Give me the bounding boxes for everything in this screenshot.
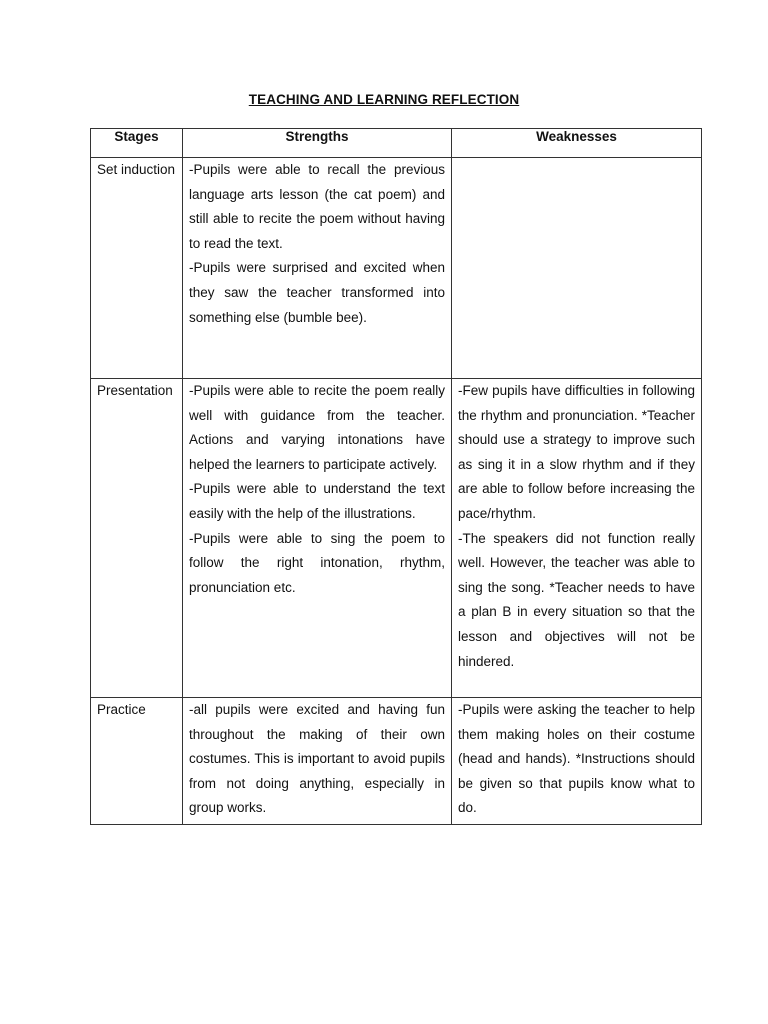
table-row-presentation [91,379,702,698]
table-row-set-induction [91,158,702,379]
weakness-paragraph: -The speakers did not function really well. However, the teacher was able to sing the song. *Teacher needs to have a plan B in every situation so that the lesson and objectives will not be hindered. [458,530,695,669]
strength-paragraph: -Pupils were able to recite the poem really well with guidance from the teacher. Actions and varying intonations have helped the learners to participate actively. [189,383,445,472]
strengths-cell [183,158,452,379]
weaknesses-cell [452,158,702,379]
stage-cell: Practice [91,698,183,825]
document-title: TEACHING AND LEARNING REFLECTION [248,92,520,107]
header-strengths: Strengths [183,129,452,158]
stage-cell: Presentation [91,379,183,698]
header-stages: Stages [91,129,183,158]
strength-paragraph: -Pupils were able to understand the text easily with the help of the illustrations. [189,481,445,521]
stage-cell: Set induction [91,158,183,379]
strength-paragraph: -Pupils were surprised and excited when they saw the teacher transformed into something else (bumble bee). [189,260,445,325]
weakness-paragraph: -Few pupils have difficulties in following the rhythm and pronunciation. *Teacher should use a strategy to improve such as sing it in a slow rhythm and if they are able to follow before increasing the pace/rhythm. [458,383,695,521]
strength-paragraph: -Pupils were able to recall the previous language arts lesson (the cat poem) and still able to recite the poem without having to read the text. [189,162,445,251]
weaknesses-cell [452,698,702,825]
reflection-table [90,128,702,825]
table-row-practice [91,698,702,825]
weakness-paragraph: -Pupils were asking the teacher to help them making holes on their costume (head and hands). *Instructions should be given so that pupils know what to do. [458,702,695,816]
strength-paragraph: -Pupils were able to sing the poem to follow the right intonation, rhythm, pronunciation etc. [189,530,445,595]
strengths-cell [183,379,452,698]
header-weaknesses: Weaknesses [452,129,702,158]
strength-paragraph: -all pupils were excited and having fun throughout the making of their own costumes. This is important to avoid pupils from not doing anything, especially in group works. [189,702,445,816]
strengths-cell [183,698,452,825]
table-header-row [91,129,702,158]
weaknesses-cell [452,379,702,698]
